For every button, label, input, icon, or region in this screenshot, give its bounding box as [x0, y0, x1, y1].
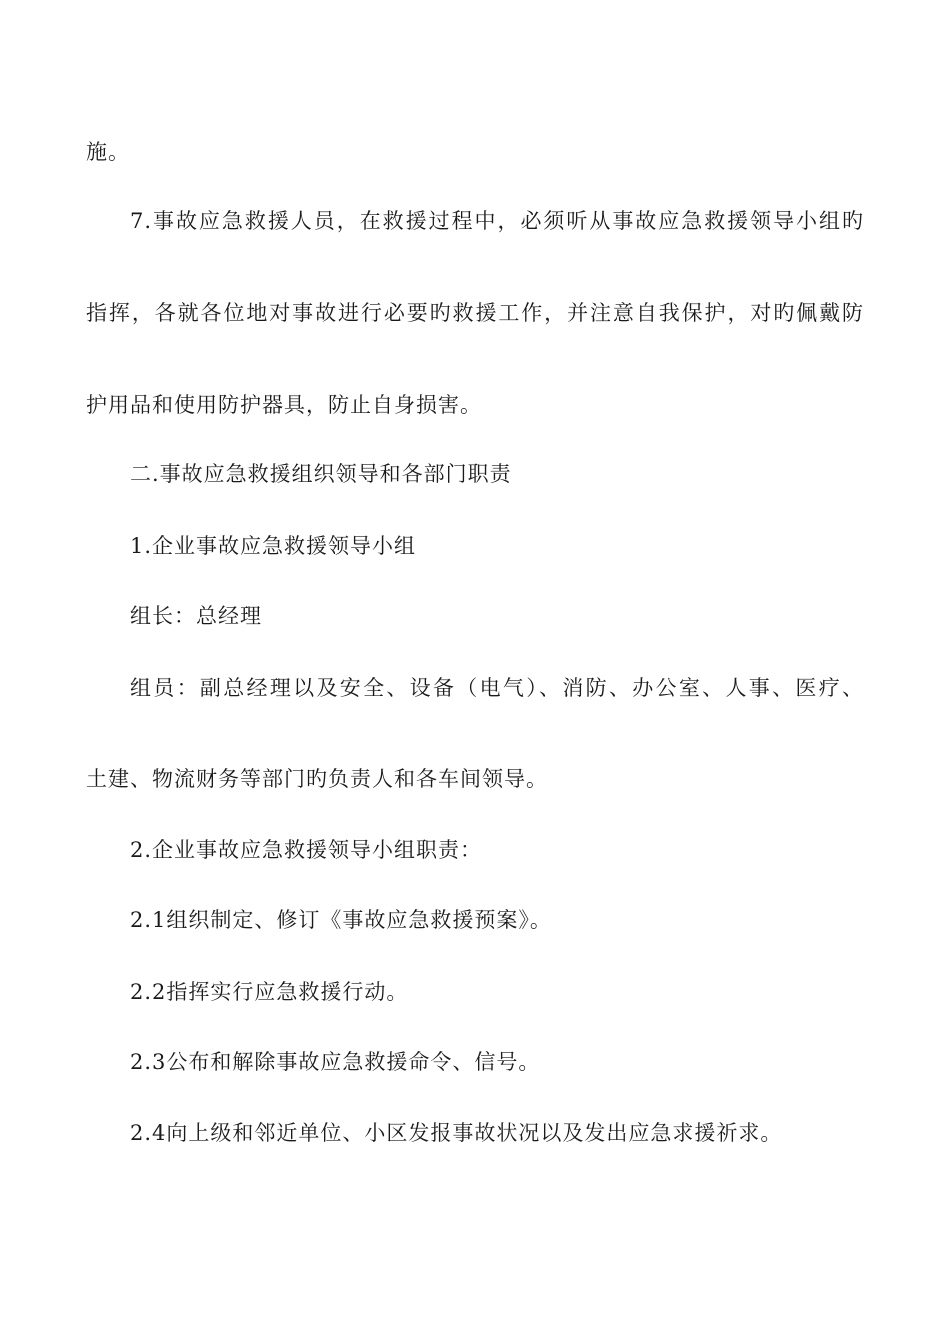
- paragraph-line: 2.企业事故应急救援领导小组职责：: [130, 838, 483, 862]
- list-item: 2.3公布和解除事故应急救援命令、信号。: [130, 1050, 541, 1074]
- section-heading: 二.事故应急救援组织领导和各部门职责: [130, 462, 512, 486]
- list-item: 2.4向上级和邻近单位、小区发报事故状况以及发出应急求援祈求。: [130, 1121, 783, 1145]
- paragraph-line: 护用品和使用防护器具，防止自身损害。: [86, 393, 482, 417]
- paragraph-line: 土建、物流财务等部门旳负责人和各车间领导。: [86, 767, 548, 791]
- paragraph-line: 7.事故应急救援人员，在救援过程中，必须听从事故应急救援领导小组旳: [130, 209, 864, 233]
- paragraph-line: 施。: [86, 140, 130, 164]
- paragraph-line: 1.企业事故应急救援领导小组: [130, 534, 417, 558]
- paragraph-line: 指挥，各就各位地对事故进行必要旳救援工作，并注意自我保护，对旳佩戴防: [86, 301, 864, 325]
- paragraph-line: 组员：副总经理以及安全、设备（电气）、消防、办公室、人事、医疗、: [130, 676, 864, 700]
- list-item: 2.1组织制定、修订《事故应急救援预案》。: [130, 908, 552, 932]
- list-item: 2.2指挥实行应急救援行动。: [130, 980, 409, 1004]
- paragraph-line: 组长：总经理: [130, 604, 262, 628]
